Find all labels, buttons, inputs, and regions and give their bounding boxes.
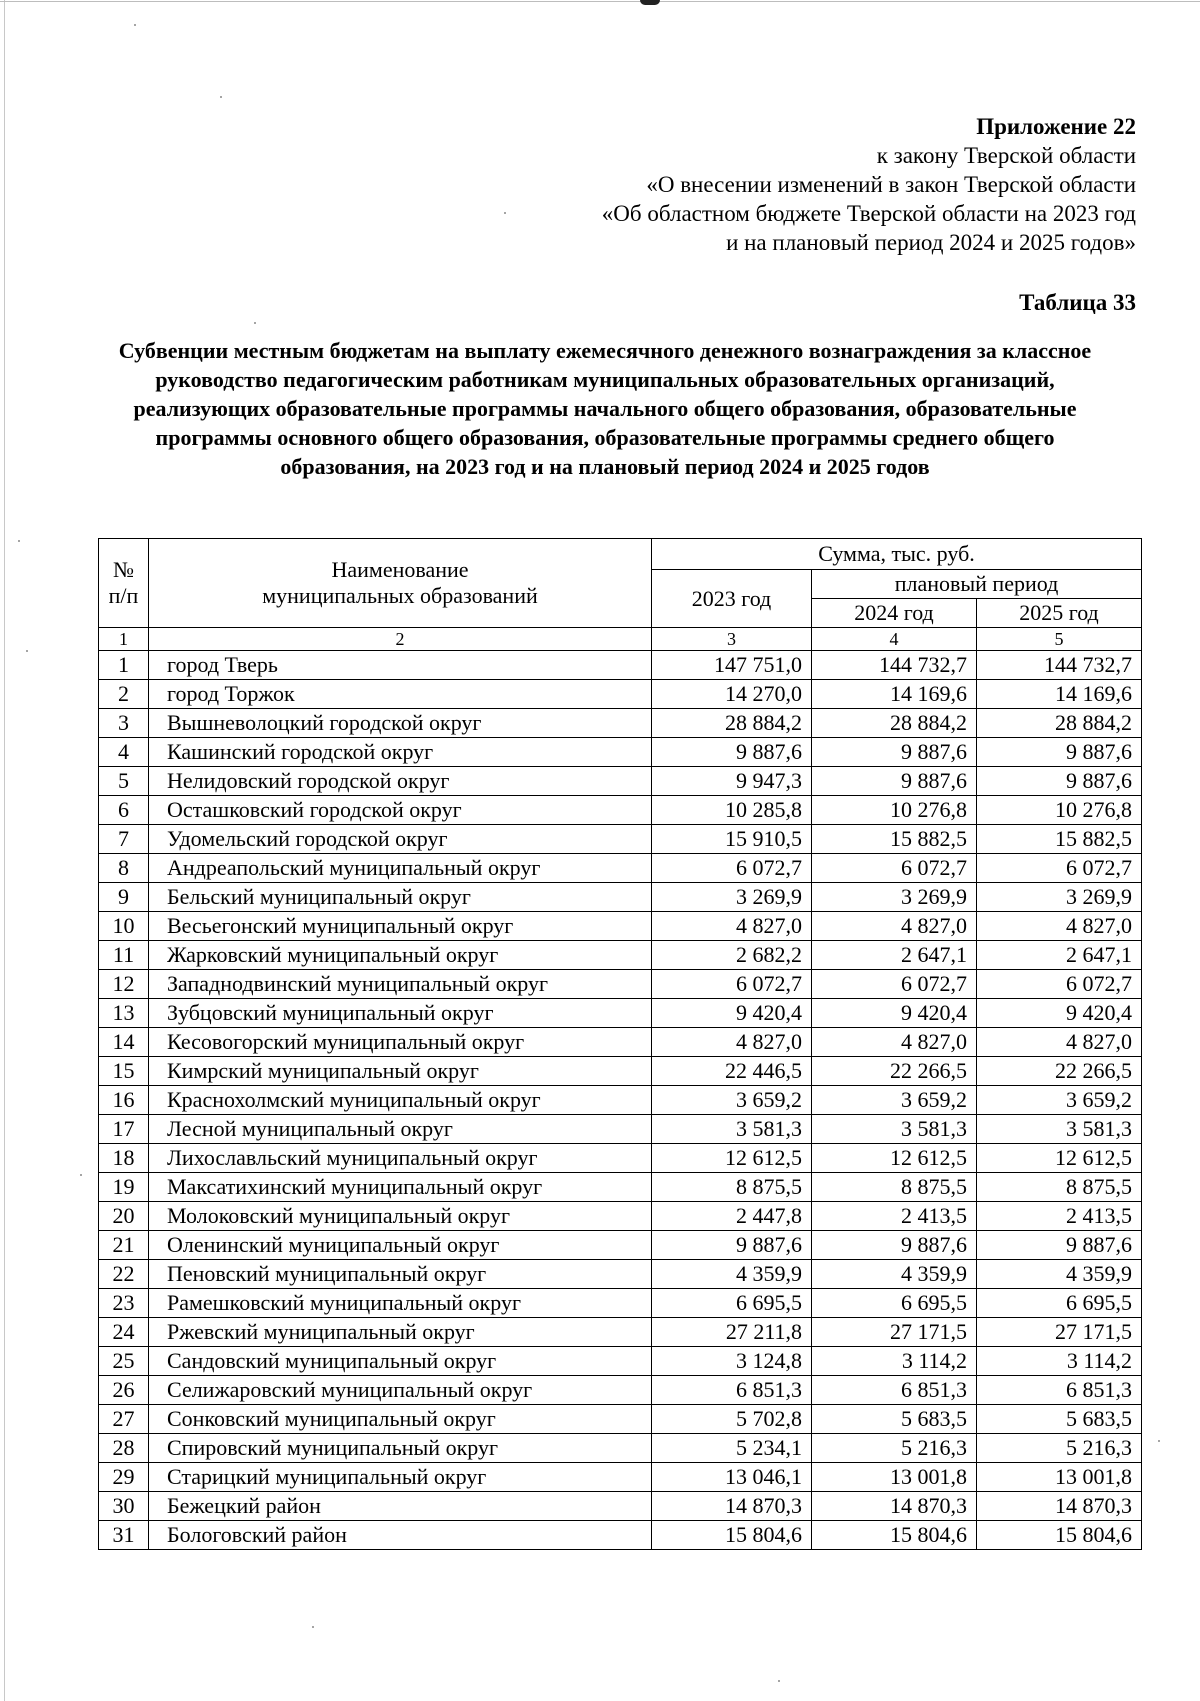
table-row [99,1521,1142,1550]
row-number: 21 [99,1231,149,1260]
amount-2024: 9 887,6 [812,738,977,767]
appendix-line: и на плановый период 2024 и 2025 годов» [726,230,1136,255]
row-number: 20 [99,1202,149,1231]
municipality-name: Максатихинский муниципальный округ [149,1173,652,1202]
col-header-sum: Сумма, тыс. руб. [652,539,1142,570]
amount-2023: 4 827,0 [652,912,812,941]
col-header-name-line2: муниципальных образований [262,583,538,608]
table-number: Таблица 33 [1019,290,1136,315]
amount-2024: 144 732,7 [812,651,977,680]
amount-2024: 6 851,3 [812,1376,977,1405]
scan-speck [220,96,222,98]
table-row [99,1202,1142,1231]
amount-2023: 3 659,2 [652,1086,812,1115]
municipality-name: Зубцовский муниципальный округ [149,999,652,1028]
table-row [99,970,1142,999]
amount-2024: 4 827,0 [812,1028,977,1057]
amount-2025: 3 581,3 [977,1115,1142,1144]
amount-2025: 9 887,6 [977,767,1142,796]
amount-2025: 8 875,5 [977,1173,1142,1202]
row-number: 25 [99,1347,149,1376]
table-row [99,1260,1142,1289]
amount-2025: 12 612,5 [977,1144,1142,1173]
amount-2023: 5 234,1 [652,1434,812,1463]
staple-mark [640,0,660,5]
amount-2023: 6 851,3 [652,1376,812,1405]
scan-speck [18,540,20,542]
municipality-name: Сандовский муниципальный округ [149,1347,652,1376]
amount-2024: 5 216,3 [812,1434,977,1463]
amount-2023: 13 046,1 [652,1463,812,1492]
table-row [99,883,1142,912]
amount-2023: 22 446,5 [652,1057,812,1086]
row-number: 5 [99,767,149,796]
amount-2025: 14 169,6 [977,680,1142,709]
municipality-name: Андреапольский муниципальный округ [149,854,652,883]
municipality-name: Лесной муниципальный округ [149,1115,652,1144]
row-number: 16 [99,1086,149,1115]
col-header-number-line1: № [113,557,134,582]
municipality-name: Весьегонский муниципальный округ [149,912,652,941]
municipality-name: Рамешковский муниципальный округ [149,1289,652,1318]
amount-2023: 9 420,4 [652,999,812,1028]
municipality-name: Бежецкий район [149,1492,652,1521]
amount-2024: 5 683,5 [812,1405,977,1434]
municipality-name: Кашинский городской округ [149,738,652,767]
amount-2024: 10 276,8 [812,796,977,825]
municipality-name: город Торжок [149,680,652,709]
amount-2025: 22 266,5 [977,1057,1142,1086]
amount-2024: 9 887,6 [812,1231,977,1260]
amount-2024: 6 072,7 [812,970,977,999]
municipality-name: Спировский муниципальный округ [149,1434,652,1463]
appendix-number: Приложение 22 [976,114,1136,139]
municipality-name: Западнодвинский муниципальный округ [149,970,652,999]
amount-2025: 5 216,3 [977,1434,1142,1463]
col-header-2025: 2025 год [977,599,1142,628]
amount-2023: 9 887,6 [652,1231,812,1260]
scan-speck [134,24,136,26]
row-number: 7 [99,825,149,854]
table-row [99,796,1142,825]
table-row [99,1405,1142,1434]
municipality-name: Удомельский городской округ [149,825,652,854]
col-header-number [99,539,149,628]
table-row [99,999,1142,1028]
table-row [99,1028,1142,1057]
amount-2025: 3 114,2 [977,1347,1142,1376]
amount-2025: 6 072,7 [977,854,1142,883]
amount-2023: 3 581,3 [652,1115,812,1144]
row-number: 15 [99,1057,149,1086]
amount-2024: 3 659,2 [812,1086,977,1115]
row-number: 4 [99,738,149,767]
col-header-name-line1: Наименование [331,557,469,582]
amount-2024: 3 114,2 [812,1347,977,1376]
amount-2024: 4 359,9 [812,1260,977,1289]
amount-2023: 27 211,8 [652,1318,812,1347]
municipality-name: Кимрский муниципальный округ [149,1057,652,1086]
appendix-line: к закону Тверской области [876,143,1136,168]
amount-2024: 28 884,2 [812,709,977,738]
amount-2023: 3 124,8 [652,1347,812,1376]
row-number: 18 [99,1144,149,1173]
table-row [99,1057,1142,1086]
amount-2025: 28 884,2 [977,709,1142,738]
amount-2024: 4 827,0 [812,912,977,941]
table-row [99,1144,1142,1173]
table-row [99,1318,1142,1347]
col-header-number-line2: п/п [108,583,139,608]
scan-left-edge [4,0,5,1701]
amount-2025: 6 851,3 [977,1376,1142,1405]
row-number: 1 [99,651,149,680]
table-body [99,651,1142,1550]
amount-2024: 14 169,6 [812,680,977,709]
row-number: 10 [99,912,149,941]
amount-2025: 15 804,6 [977,1521,1142,1550]
table-row [99,1376,1142,1405]
amount-2025: 3 659,2 [977,1086,1142,1115]
amount-2023: 10 285,8 [652,796,812,825]
appendix-line: «О внесении изменений в закон Тверской области [646,172,1136,197]
amount-2023: 6 072,7 [652,970,812,999]
amount-2024: 9 420,4 [812,999,977,1028]
amount-2024: 6 695,5 [812,1289,977,1318]
col-header-name [149,539,652,628]
row-number: 14 [99,1028,149,1057]
amount-2025: 9 887,6 [977,738,1142,767]
amount-2023: 147 751,0 [652,651,812,680]
municipality-name: город Тверь [149,651,652,680]
table-row [99,941,1142,970]
amount-2025: 3 269,9 [977,883,1142,912]
amount-2023: 2 682,2 [652,941,812,970]
municipality-name: Жарковский муниципальный округ [149,941,652,970]
amount-2024: 2 647,1 [812,941,977,970]
table-row [99,1231,1142,1260]
row-number: 23 [99,1289,149,1318]
amount-2024: 15 882,5 [812,825,977,854]
municipality-name: Старицкий муниципальный округ [149,1463,652,1492]
row-number: 27 [99,1405,149,1434]
subventions-table [98,538,1142,1550]
row-number: 24 [99,1318,149,1347]
document-title: Субвенции местным бюджетам на выплату ежемесячного денежного вознаграждения за классное руководство педагогическим работникам муниципальных образовательных организаций, реализующих образовательные программы начального общего образования, образовательные программы основного общего образования, образовательные программы среднего общего образования, на 2023 год и на плановый период 2024 и 2025 годов [118,338,1092,479]
row-number: 9 [99,883,149,912]
amount-2025: 14 870,3 [977,1492,1142,1521]
amount-2023: 14 870,3 [652,1492,812,1521]
amount-2025: 4 827,0 [977,912,1142,941]
amount-2025: 27 171,5 [977,1318,1142,1347]
amount-2025: 5 683,5 [977,1405,1142,1434]
scan-speck [254,322,256,324]
scan-speck [80,1174,82,1176]
amount-2023: 5 702,8 [652,1405,812,1434]
table-row [99,1086,1142,1115]
municipality-name: Вышневолоцкий городской округ [149,709,652,738]
amount-2024: 3 269,9 [812,883,977,912]
table-row [99,651,1142,680]
scan-speck [504,212,506,214]
col-index: 2 [149,628,652,651]
amount-2024: 3 581,3 [812,1115,977,1144]
table-row [99,1434,1142,1463]
table-row [99,1289,1142,1318]
amount-2023: 2 447,8 [652,1202,812,1231]
amount-2023: 9 887,6 [652,738,812,767]
table-row [99,1492,1142,1521]
municipality-name: Бельский муниципальный округ [149,883,652,912]
amount-2025: 2 413,5 [977,1202,1142,1231]
col-header-2023: 2023 год [652,570,812,628]
amount-2025: 6 695,5 [977,1289,1142,1318]
table-row [99,767,1142,796]
amount-2024: 9 887,6 [812,767,977,796]
municipality-name: Краснохолмский муниципальный округ [149,1086,652,1115]
row-number: 28 [99,1434,149,1463]
amount-2025: 15 882,5 [977,825,1142,854]
row-number: 11 [99,941,149,970]
municipality-name: Осташковский городской округ [149,796,652,825]
amount-2025: 4 827,0 [977,1028,1142,1057]
municipality-name: Селижаровский муниципальный округ [149,1376,652,1405]
amount-2024: 13 001,8 [812,1463,977,1492]
col-index: 3 [652,628,812,651]
scan-speck [26,650,28,652]
municipality-name: Ржевский муниципальный округ [149,1318,652,1347]
amount-2024: 8 875,5 [812,1173,977,1202]
amount-2024: 14 870,3 [812,1492,977,1521]
amount-2023: 9 947,3 [652,767,812,796]
row-number: 6 [99,796,149,825]
row-number: 8 [99,854,149,883]
row-number: 30 [99,1492,149,1521]
municipality-name: Кесовогорский муниципальный округ [149,1028,652,1057]
amount-2023: 4 827,0 [652,1028,812,1057]
municipality-name: Нелидовский городской округ [149,767,652,796]
row-number: 2 [99,680,149,709]
amount-2025: 10 276,8 [977,796,1142,825]
col-header-planned: плановый период [812,570,1142,599]
amount-2023: 6 695,5 [652,1289,812,1318]
row-number: 31 [99,1521,149,1550]
scan-speck [312,1626,314,1628]
amount-2023: 8 875,5 [652,1173,812,1202]
amount-2025: 2 647,1 [977,941,1142,970]
amount-2023: 15 804,6 [652,1521,812,1550]
amount-2023: 3 269,9 [652,883,812,912]
amount-2025: 9 420,4 [977,999,1142,1028]
row-number: 12 [99,970,149,999]
row-number: 26 [99,1376,149,1405]
table-row [99,1173,1142,1202]
amount-2024: 27 171,5 [812,1318,977,1347]
scan-top-edge [0,1,1200,2]
scan-speck [1158,1440,1160,1442]
amount-2024: 22 266,5 [812,1057,977,1086]
table-row [99,825,1142,854]
municipality-name: Молоковский муниципальный округ [149,1202,652,1231]
amount-2023: 15 910,5 [652,825,812,854]
row-number: 19 [99,1173,149,1202]
amount-2023: 12 612,5 [652,1144,812,1173]
row-number: 13 [99,999,149,1028]
municipality-name: Оленинский муниципальный округ [149,1231,652,1260]
amount-2023: 6 072,7 [652,854,812,883]
table-row [99,709,1142,738]
amount-2024: 6 072,7 [812,854,977,883]
table-row [99,738,1142,767]
municipality-name: Лихославльский муниципальный округ [149,1144,652,1173]
row-number: 22 [99,1260,149,1289]
table-row [99,1347,1142,1376]
amount-2024: 2 413,5 [812,1202,977,1231]
amount-2025: 144 732,7 [977,651,1142,680]
row-number: 3 [99,709,149,738]
amount-2025: 4 359,9 [977,1260,1142,1289]
amount-2023: 28 884,2 [652,709,812,738]
amount-2025: 6 072,7 [977,970,1142,999]
col-index: 5 [977,628,1142,651]
amount-2025: 13 001,8 [977,1463,1142,1492]
col-index: 1 [99,628,149,651]
row-number: 29 [99,1463,149,1492]
amount-2023: 14 270,0 [652,680,812,709]
table-row [99,680,1142,709]
table-row [99,1115,1142,1144]
scan-speck [778,1680,780,1682]
amount-2023: 4 359,9 [652,1260,812,1289]
amount-2024: 12 612,5 [812,1144,977,1173]
table-row [99,854,1142,883]
table-row [99,912,1142,941]
col-header-2024: 2024 год [812,599,977,628]
appendix-header [602,112,1136,257]
col-index: 4 [812,628,977,651]
municipality-name: Бологовский район [149,1521,652,1550]
municipality-name: Сонковский муниципальный округ [149,1405,652,1434]
row-number: 17 [99,1115,149,1144]
table-row [99,1463,1142,1492]
municipality-name: Пеновский муниципальный округ [149,1260,652,1289]
appendix-line: «Об областном бюджете Тверской области на 2023 год [601,201,1136,226]
amount-2024: 15 804,6 [812,1521,977,1550]
amount-2025: 9 887,6 [977,1231,1142,1260]
